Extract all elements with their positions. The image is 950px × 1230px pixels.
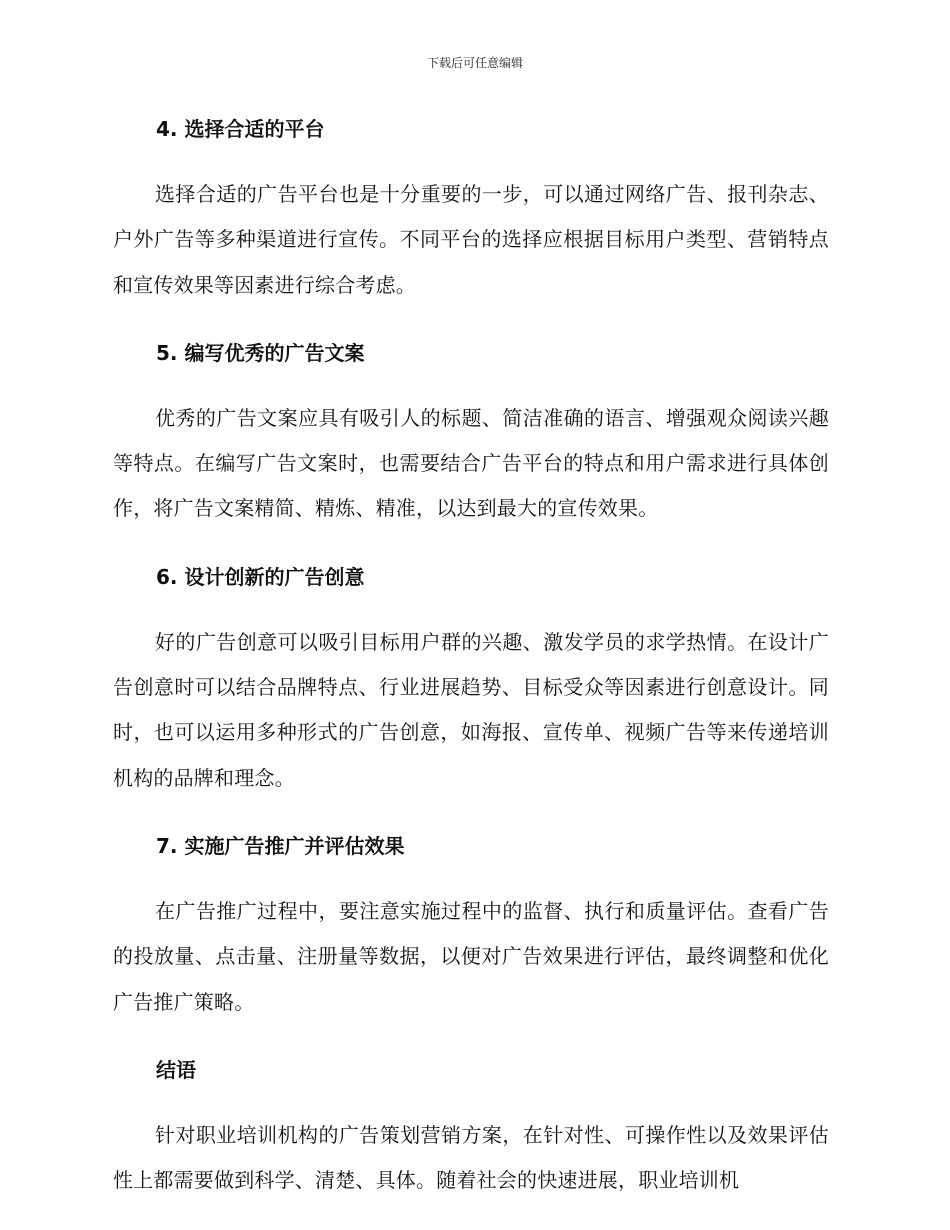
section-paragraph-4: 选择合适的广告平台也是十分重要的一步，可以通过网络广告、报刊杂志、户外广告等多种渠道进行宣传。不同平台的选择应根据目标用户类型、营销特点和宣传效果等因素进行综合考虑。 [113, 182, 829, 297]
section-paragraph-7: 在广告推广过程中，要注意实施过程中的监督、执行和质量评估。查看广告的投放量、点击量、注册量等数据，以便对广告效果进行评估，最终调整和优化广告推广策略。 [113, 898, 829, 1014]
conclusion-paragraph: 针对职业培训机构的广告策划营销方案，在针对性、可操作性以及效果评估性上都需要做到科学、清楚、具体。随着社会的快速进展，职业培训机 [113, 1122, 829, 1193]
document-body [113, 114, 829, 1203]
section-heading-4: 4. 选择合适的平台 [156, 117, 325, 141]
section-heading-5: 5. 编写优秀的广告文案 [156, 340, 365, 365]
section-paragraph-6: 好的广告创意可以吸引目标用户群的兴趣、激发学员的求学热情。在设计广告创意时可以结合品牌特点、行业进展趋势、目标受众等因素进行创意设计。同时，也可以运用多种形式的广告创意，如海报、宣传单、视频广告等来传递培训机构的品牌和理念。 [113, 629, 829, 790]
page-header: 下载后可任意编辑 [426, 56, 523, 70]
section-heading-6: 6. 设计创新的广告创意 [156, 564, 365, 589]
conclusion-heading: 结语 [156, 1057, 196, 1082]
section-heading-7: 7. 实施广告推广并评估效果 [156, 833, 405, 858]
section-paragraph-5: 优秀的广告文案应具有吸引人的标题、简洁准确的语言、增强观众阅读兴趣等特点。在编写广告文案时，也需要结合广告平台的特点和用户需求进行具体创作，将广告文案精简、精炼、精准，以达到最大的宣传效果。 [113, 405, 829, 521]
